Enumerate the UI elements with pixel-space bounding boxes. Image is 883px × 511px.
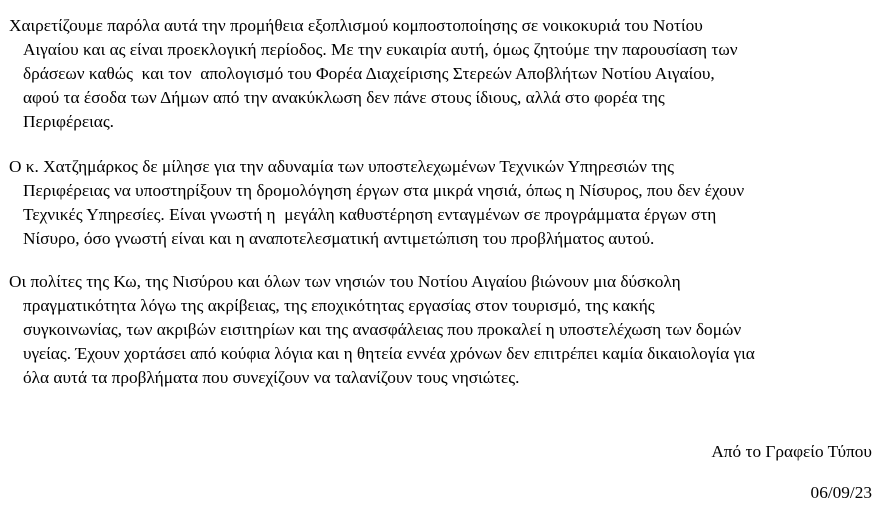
paragraph-line: Τεχνικές Υπηρεσίες. Είναι γνωστή η μεγάλη καθυστέρηση ενταγμένων σε προγράμματα έργων στη [23, 205, 717, 224]
paragraph-line: δράσεων καθώς και τον απολογισμό του Φορέα Διαχείρισης Στερεών Αποβλήτων Νοτίου Αιγαίου, [23, 64, 715, 83]
paragraph-line: Περιφέρειας. [23, 112, 114, 131]
paragraph-line: Χαιρετίζουμε παρόλα αυτά την προμήθεια εξοπλισμού κομποστοποίησης σε νοικοκυριά του Νοτίου [9, 16, 703, 35]
paragraph-line: αφού τα έσοδα των Δήμων από την ανακύκλωση δεν πάνε στους ίδιους, αλλά στο φορέα της [23, 88, 665, 107]
paragraph-compost-equipment [9, 14, 875, 134]
paragraph-line: πραγματικότητα λόγω της ακρίβειας, της εποχικότητας εργασίας στον τουρισμό, της κακής [23, 296, 655, 315]
document-date: 06/09/23 [810, 483, 872, 502]
paragraph-line: Οι πολίτες της Κω, της Νισύρου και όλων των νησιών του Νοτίου Αιγαίου βιώνουν μια δύσκολη [9, 272, 681, 291]
paragraph-line: Αιγαίου και ας είναι προεκλογική περίοδος. Με την ευκαιρία αυτή, όμως ζητούμε την παρουσίαση των [23, 40, 738, 59]
paragraph-line: όλα αυτά τα προβλήματα που συνεχίζουν να ταλανίζουν τους νησιώτες. [23, 368, 520, 387]
paragraph-technical-services [9, 155, 875, 251]
paragraph-line: υγείας. Έχουν χορτάσει από κούφια λόγια και η θητεία εννέα χρόνων δεν επιτρέπει καμία δικαιολογία για [23, 344, 755, 363]
paragraph-line: συγκοινωνίας, των ακριβών εισιτηρίων και της ανασφάλειας που προκαλεί η υποστελέχωση των δομών [23, 320, 742, 339]
paragraph-line: Ο κ. Χατζημάρκος δε μίλησε για την αδυναμία των υποστελεχωμένων Τεχνικών Υπηρεσιών της [9, 157, 675, 176]
press-office-signature: Από το Γραφείο Τύπου [711, 442, 872, 461]
paragraph-line: Περιφέρειας να υποστηρίξουν τη δρομολόγηση έργων στα μικρά νησιά, όπως η Νίσυρος, που δεν έχουν [23, 181, 745, 200]
paragraph-line: Νίσυρο, όσο γνωστή είναι και η αναποτελεσματική αντιμετώπιση του προβλήματος αυτού. [23, 229, 655, 248]
paragraph-citizens-reality [9, 270, 875, 390]
